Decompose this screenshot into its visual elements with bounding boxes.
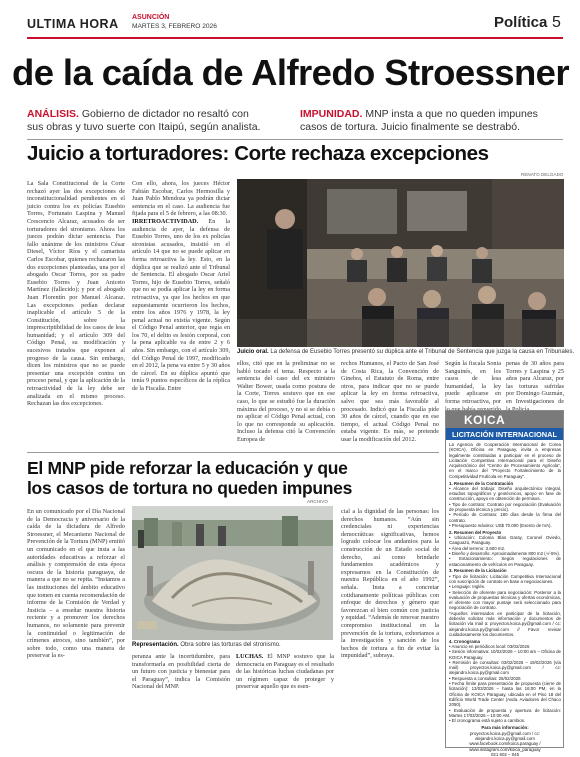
koica-logo: KOICA [464, 413, 506, 427]
page-header [0, 0, 580, 40]
top-headline: de la caída de Alfredo Stroessner [12, 52, 569, 93]
issue-date: MARTES 3, FEBRERO 2026 [132, 23, 217, 30]
story1-photo-credit: RENATO DELGADO [521, 172, 564, 177]
brand-name: ASUNCIÓN [132, 14, 170, 21]
impunidad-lead: IMPUNIDAD. [300, 108, 363, 120]
story2-photo-credit: ARCHIVO [307, 499, 328, 504]
page-number: 5 [552, 14, 561, 31]
story2-col1: En un comunicado por el Día Nacional de la Democracia y aniversario de la caída de la dictadura de Alfredo Stroessner, el Mecanismo Nacional de Prevención de la Tortura (MNP) emitió un comunicado en el que insta a las autoridades educativas a reforzar el análisis y comprensión de esta época oscura de la historia paraguaya, de manera a que no se repita. “Instamos a las instituciones del ámbito educativo que tomen en cuenta recomendación de informe de la Comisión de Verdad y Justicia – a enseñar nuestra historia reciente y a promover los derechos humanos, no solamente para prevenir la continuidad o legitimación de crímenes atroces, sino también”, por sobre todo, como una manera de preservar la es- [27, 508, 125, 660]
story1-headline: Juicio a torturadores: Corte rechaza excepciones [27, 142, 489, 165]
top-divider [27, 139, 563, 140]
story1-caption: Juicio oral. La defensa de Eusebio Torres presentó su dúplica ante el Tribunal de Sentencia que juzga la causa en Tribunales. [237, 349, 575, 355]
top-right-summary [300, 108, 565, 133]
story1-col2: Con ello, ahora, los jueces Héctor Fabián Escobar, Carlos Hermosilla y Juan Pablo Mendoza ya podrán dictar sentencia en el caso. La audiencia fue fijada para el 5 de febrero, a las 08:30. IRRETROACTIVIDAD. En la audiencia de ayer, la defensa de Eusebio Torres, uno de los ex policías stronistas acusados, insistió en el artículo 14 que no se puede aplicar en forma retroactiva la ley. Esto, en la dúplica que se realizó ante el Tribunal de Sentencia. El abogado Oscar Ariel Torres, hijo de Eusebio Torres, señaló que no se podía aplicar la ley en forma retroactiva, ya que los hechos en que supuestamente ocurrieron los hechos, entre los años 1976 y 1978, la ley penal actual no existía vigente. Según el Código Penal anterior, que regía en los 70, el delito es lesión corporal, con la pena aplicable va de entre 2 y 6 años. Sin embargo, con el artículo 309, del Código Penal de 1997, modificado en el 2012, la pena va entre 5 y 30 años de cárcel. En su dúplica apuntó que tenía 9 puntos específicos de la réplica de la Fiscalía. Entre [132, 180, 230, 393]
koica-ad-title: LICITACIÓN INTERNACIONAL [446, 428, 563, 440]
story-divider [27, 452, 439, 453]
analisis-text: Gobierno de dictador no resaltó con [78, 108, 249, 120]
koica-ad-header [446, 411, 563, 428]
story2-col4: cial a la dignidad de las personas: los derechos humanos. “Aún sin credenciales ni experiencias democráticas significativas, hemos logrado colocar los andamios para la construcción de un Estado social de derecho, así como brindarle fundamentos académicos y expresarnos en la Constitución de nuestra República en el año 1992”, señala. Insta a concretar cotidianamente políticas públicas con enfoque de derechos y género que favorezcan el bien común con justicia y equidad. “Además de renovar nuestro compromiso institucional en la prevención de la tortura, exhortamos a la investigación y sanción de los hechos de tortura a fin de evitar la impunidad”, subraya. [341, 508, 439, 660]
story1-col6: penas de 30 años para Torres y Laspina y 25 años para Alcaraz, por las torturas sufridas por Domingo Guzmán, en Investigaciones de [506, 360, 564, 405]
impunidad-text: MNP insta a que no queden impunes [362, 108, 538, 120]
header-rule [27, 37, 563, 39]
torture-sculpture-photo [132, 506, 333, 640]
story2-headline-1: El MNP pide reforzar la educación y que [27, 458, 348, 478]
koica-ad [445, 410, 564, 757]
story2-caption: Representación. Obra sobre las torturas del stronismo. [132, 642, 281, 648]
koica-ad-body: La Agencia de Cooperación Internacional de Corea (KOICA), Oficina en Paraguay, invita a empresas legalmente constituidas a participar en el proceso de Licitación Competitiva Internacional para el Diseño Arquitectónico del “Centro de Procesamiento Agrícola”, en el marco del “Proyecto Fortalecimiento de la Competitividad Frutícola en Paraguay”. 1. Resumen de la Contratación • Alcance del trabajo: Diseño arquitectónico integral, estudios topográficos y geotécnicos, apoyo en fase de construcción, apoyo en obtención de permisos. • Tipo de contrato: Contrato por negociación (Evaluación de propuesta técnica y precio). • Período de Contrato: 180 días desde la firma del contrato. • Presupuesto máximo: US$ 70.000 (Exento de IVA). 2. Resumen del Proyecto • Ubicación: Colonia Blas Garay, Coronel Oviedo, Caaguazú, Paraguay. • Área del terreno: 3.600 m2. • Diseño y desarrollo: Aproximadamente 800 m2 (+/-5%). • Estacionamiento: Según regulaciones de estacionamiento de vehículos en Paraguay. 3. Resumen de la Licitación • Tipo de licitación: Licitación Competitiva Internacional con suscripción de contrato en base a negociaciones. • Lenguaje: Inglés. • Selección de oferente para negociación: Posterior a la evaluación de propuestas técnicas y ofertas económicas, el oferente con mayor puntaje será seleccionado para negociación de contrato. *Aquellos interesados en participar de la licitación, deberán solicitar más información y documentos de licitación vía mail a: proyectos.koica.py@gmail.com / cc: alejandro.koica.py@gmail.com // Favor revisar cuidadosamente los documentos. 4. Cronograma • Anuncio en periódicos local: 03/02/2026 • Sesión informativa: 10/02/2026 – 10:00 am – Oficina de KOICA Paraguay. • Remisión de consultas: 03/02/2026 – 19/02/2026 (vía mail) proyectos.koica.py@gmail.com / cc: alejandro.koica.py@gmail.com • Respuesta a consultas: 25/02/2026 • Fecha límite para presentación de propuesta (cierre de licitación): 13/03/2026 – hasta las 16:00 PM, en la Oficina de KOICA Paraguay, ubicada en el Piso 18 del Edificio World Trade Center (Avda. Aviadores del Chaco 2050). • Evaluación de propuesta y apertura de licitación: Martes 17/03/2026 – 10:00 AM. • El cronograma está sujeto a cambios. Para más información: proyectos.koica.py@gmail.com / cc: alejandro.koica.py@gmail.com www.facebook.com/koica.paraguay / www.instagram.com/koica_paraguay 021 602 – 045 [449, 442, 561, 757]
section-name: ULTIMA HORA [27, 17, 119, 31]
story1-col5: Según la fiscala Sonia Sanguinés, en los casos de lesa humanidad, la ley puede aplicarse en forma retroactiva, por [445, 360, 501, 405]
courtroom-photo [237, 179, 564, 347]
story2-col2: peranza ante la incertidumbre, para transformarla en posibilidad cierta de un futuro con justicia y bienestar para el Paraguay”, indica la Comisión Nacional del MNP. [132, 653, 230, 691]
story1-col3: ellos, citó que en la preliminar no se habló tocado el tema. Respecto a la sentencia del caso del ex ministro Walter Bower, usada como postura de la Corte, Torres sostuvo que en ese caso, lo que se estudió fue la duración máxima del proceso, y no si se debía o no aplicar el Código Penal actual, con lo que no corresponde su aplicación. Incluso la defensa citó la Convención Europea de [237, 360, 335, 443]
impunidad-text-2: casos de tortura. Juicio finalmente se destrabó. [300, 120, 521, 133]
story2-headline-2: los casos de tortura no queden impunes [27, 478, 353, 498]
top-left-summary [27, 108, 291, 133]
section-rubric: Política [494, 14, 548, 31]
story2-col3: LUCHAS. El MNP sostuvo que la democracia en Paraguay es el resultado de las históricas luchas ciudadanas por un régimen capaz de proteger y preservar aquello que es esen- [236, 653, 334, 691]
story1-col4: rechos Humanos, el Pacto de San José de Costa Rica, la Convención de Ginebra, el Estatuto de Roma, entre otros, para indicar que no se puede aplicar la ley en forma retroactiva, salvo que sea más favorable al procesado. Indicó que la Fiscalía pide 30 años de cárcel, cuando que en ese tiempo, el actual Código Penal no estaba vigente. Es más, se pretende usar la modificación del 2012. [341, 360, 439, 443]
analisis-text-2: sus obras y tuvo suerte con Itaipú, según analista. [27, 120, 261, 133]
story1-col1: La Sala Constitucional de la Corte rechazó ayer las dos excepciones de inconstitucionalidad pendientes en el juicio contra los ex policías Eusebio Torres, Fortunato Laspina y Manuel Crescencio Alcaraz, acusados de ser torturadores del stronismo. Ahora los jueces podrán dictar sentencia. Fue fallo unánime de los ministros César Diesel, Víctor Ríos y el camarista Carlos Escobar, quienes rechazaron las dos excepciones planteadas, una por el abogado Oscar Torres, por su padre Eusebio Torres y Juan Aniceto Martínez (fallecido); y por el abogado Juan Florentín por Manuel Alcaraz. Las excepciones pedían declarar inaplicable el artículo 5 de la Constitución, sobre la imprescriptibilidad de los casos de lesa humanidad; y el artículo 309 del Código Penal, su modificación y sucesivos tratados que exponen al progreso de la causa. Sin embargo, dicen los ministros que no se puede presentar una excepción contra un proceso penal, y que la aplicación de la retroactividad de la ley debe ser analizada en el mismo proceso. Rechazan las dos excepciones. [27, 180, 125, 408]
analisis-lead: ANÁLISIS. [27, 108, 79, 120]
